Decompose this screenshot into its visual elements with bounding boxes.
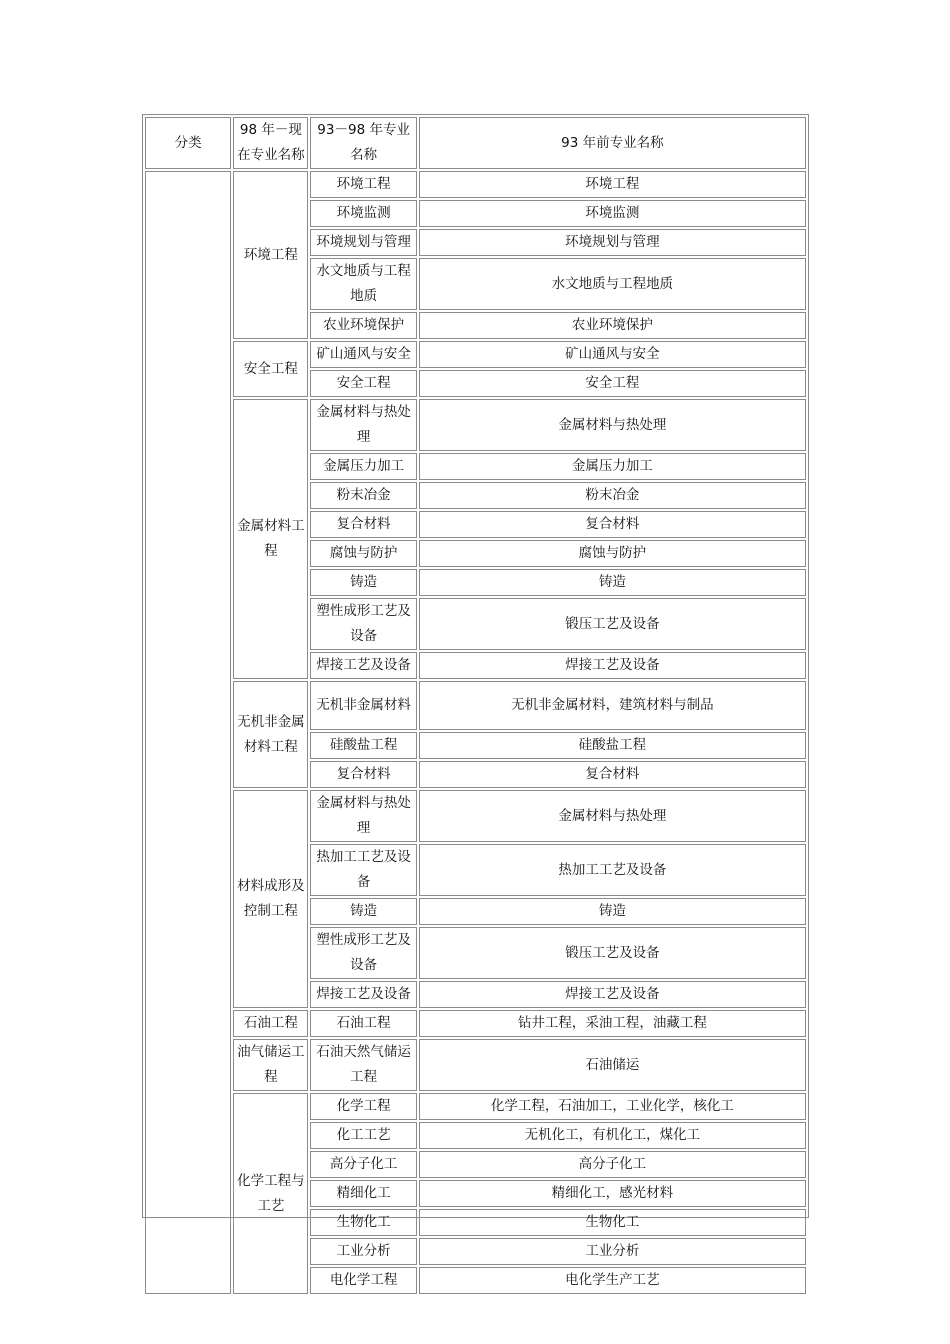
major-pre-93-cell: 生物化工 [419,1209,806,1236]
current-major-cell: 石油工程 [233,1010,308,1037]
major-pre-93-cell: 精细化工，感光材料 [419,1180,806,1207]
major-pre-93-cell: 矿山通风与安全 [419,341,806,368]
table-row [145,681,806,730]
major-93-98-cell: 环境监测 [310,200,416,227]
major-93-98-cell: 安全工程 [310,370,416,397]
major-pre-93-cell: 高分子化工 [419,1151,806,1178]
table-row [145,790,806,842]
major-pre-93-cell: 腐蚀与防护 [419,540,806,567]
major-pre-93-cell: 金属压力加工 [419,453,806,480]
major-93-98-cell: 环境工程 [310,171,416,198]
table-row [145,341,806,368]
major-pre-93-cell: 安全工程 [419,370,806,397]
header-pre-93-major: 93 年前专业名称 [419,117,806,169]
major-93-98-cell: 金属材料与热处理 [310,790,416,842]
major-93-98-cell: 石油天然气储运工程 [310,1039,416,1091]
table-row [145,1039,806,1091]
header-current-major: 98 年－现在专业名称 [233,117,308,169]
major-pre-93-cell: 化学工程，石油加工，工业化学，核化工 [419,1093,806,1120]
major-pre-93-cell: 复合材料 [419,511,806,538]
major-93-98-cell: 无机非金属材料 [310,681,416,730]
major-pre-93-cell: 电化学生产工艺 [419,1267,806,1294]
current-major-cell: 金属材料工程 [233,399,308,679]
major-93-98-cell: 环境规划与管理 [310,229,416,256]
major-93-98-cell: 生物化工 [310,1209,416,1236]
major-name-table [142,114,809,1288]
major-93-98-cell: 铸造 [310,569,416,596]
major-93-98-cell: 矿山通风与安全 [310,341,416,368]
table-row [145,1010,806,1037]
major-pre-93-cell: 石油储运 [419,1039,806,1091]
major-table-grid [143,115,808,1296]
major-93-98-cell: 腐蚀与防护 [310,540,416,567]
major-93-98-cell: 粉末冶金 [310,482,416,509]
major-pre-93-cell: 无机化工，有机化工，煤化工 [419,1122,806,1149]
major-93-98-cell: 铸造 [310,898,416,925]
major-pre-93-cell: 钻井工程，采油工程，油藏工程 [419,1010,806,1037]
major-93-98-cell: 塑性成形工艺及设备 [310,598,416,650]
header-row [145,117,806,169]
major-pre-93-cell: 锻压工艺及设备 [419,927,806,979]
major-93-98-cell: 复合材料 [310,761,416,788]
header-category: 分类 [145,117,231,169]
major-pre-93-cell: 金属材料与热处理 [419,790,806,842]
major-pre-93-cell: 锻压工艺及设备 [419,598,806,650]
major-pre-93-cell: 环境规划与管理 [419,229,806,256]
major-93-98-cell: 化工工艺 [310,1122,416,1149]
major-93-98-cell: 电化学工程 [310,1267,416,1294]
major-pre-93-cell: 无机非金属材料，建筑材料与制品 [419,681,806,730]
major-pre-93-cell: 粉末冶金 [419,482,806,509]
major-93-98-cell: 农业环境保护 [310,312,416,339]
category-cell [145,171,231,1294]
major-93-98-cell: 高分子化工 [310,1151,416,1178]
current-major-cell: 安全工程 [233,341,308,397]
major-93-98-cell: 精细化工 [310,1180,416,1207]
current-major-cell: 油气储运工程 [233,1039,308,1091]
major-pre-93-cell: 焊接工艺及设备 [419,981,806,1008]
table-row [145,399,806,451]
major-93-98-cell: 石油工程 [310,1010,416,1037]
major-93-98-cell: 复合材料 [310,511,416,538]
current-major-cell: 环境工程 [233,171,308,339]
major-pre-93-cell: 工业分析 [419,1238,806,1265]
major-93-98-cell: 工业分析 [310,1238,416,1265]
major-pre-93-cell: 热加工工艺及设备 [419,844,806,896]
table-row [145,171,806,198]
major-93-98-cell: 水文地质与工程地质 [310,258,416,310]
major-93-98-cell: 塑性成形工艺及设备 [310,927,416,979]
current-major-cell: 化学工程与工艺 [233,1093,308,1294]
major-pre-93-cell: 金属材料与热处理 [419,399,806,451]
major-pre-93-cell: 环境监测 [419,200,806,227]
major-93-98-cell: 焊接工艺及设备 [310,981,416,1008]
major-pre-93-cell: 农业环境保护 [419,312,806,339]
major-93-98-cell: 金属材料与热处理 [310,399,416,451]
major-93-98-cell: 硅酸盐工程 [310,732,416,759]
major-93-98-cell: 焊接工艺及设备 [310,652,416,679]
major-pre-93-cell: 复合材料 [419,761,806,788]
header-93-98-major: 93－98 年专业名称 [310,117,416,169]
major-93-98-cell: 金属压力加工 [310,453,416,480]
major-pre-93-cell: 焊接工艺及设备 [419,652,806,679]
major-pre-93-cell: 铸造 [419,569,806,596]
major-93-98-cell: 化学工程 [310,1093,416,1120]
table-row [145,1093,806,1120]
current-major-cell: 材料成形及控制工程 [233,790,308,1008]
current-major-cell: 无机非金属材料工程 [233,681,308,788]
major-pre-93-cell: 硅酸盐工程 [419,732,806,759]
major-pre-93-cell: 环境工程 [419,171,806,198]
major-pre-93-cell: 水文地质与工程地质 [419,258,806,310]
major-93-98-cell: 热加工工艺及设备 [310,844,416,896]
major-pre-93-cell: 铸造 [419,898,806,925]
